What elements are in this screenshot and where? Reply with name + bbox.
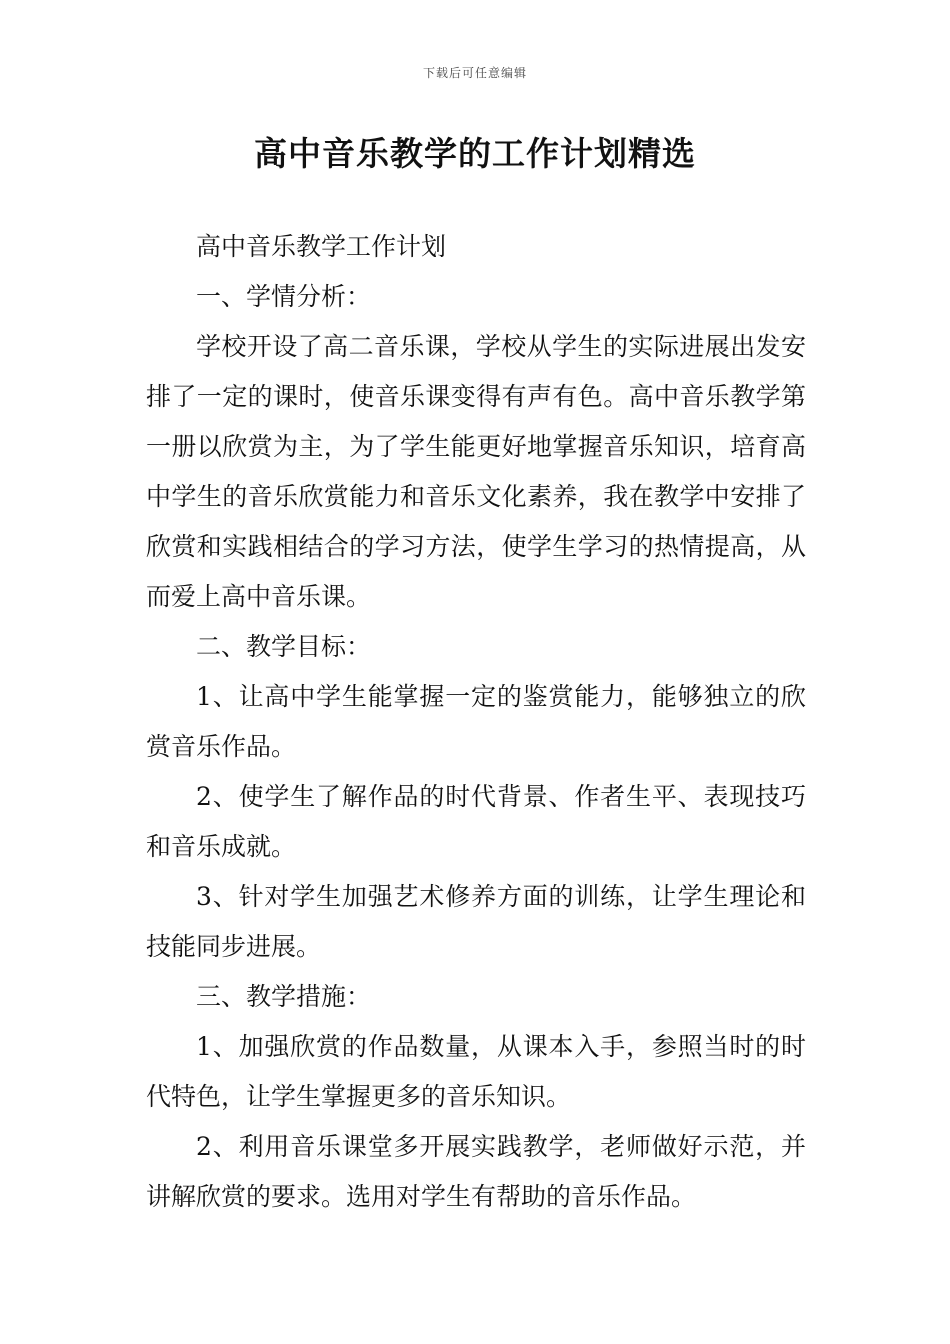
section-heading-goals: 二、教学目标：	[196, 632, 372, 661]
section-heading-analysis: 一、学情分析：	[196, 282, 372, 311]
document-title: 高中音乐教学的工作计划精选	[254, 134, 696, 173]
document-body	[146, 222, 806, 1222]
header-note: 下载后可任意编辑	[422, 66, 527, 80]
section-heading-measures: 三、教学措施：	[196, 982, 372, 1011]
measure-item-2: 2、利用音乐课堂多开展实践教学，老师做好示范，并讲解欣赏的要求。选用对学生有帮助的音乐作品。	[146, 1132, 806, 1211]
goal-item-3: 3、针对学生加强艺术修养方面的训练，让学生理论和技能同步进展。	[146, 882, 806, 961]
measure-item-1: 1、加强欣赏的作品数量，从课本入手，参照当时的时代特色，让学生掌握更多的音乐知识。	[146, 1032, 806, 1111]
goal-item-1: 1、让高中学生能掌握一定的鉴赏能力，能够独立的欣赏音乐作品。	[146, 682, 806, 761]
plan-heading: 高中音乐教学工作计划	[196, 232, 447, 261]
goal-item-2: 2、使学生了解作品的时代背景、作者生平、表现技巧和音乐成就。	[146, 782, 806, 861]
analysis-paragraph: 学校开设了高二音乐课，学校从学生的实际进展出发安排了一定的课时，使音乐课变得有声有色。高中音乐教学第一册以欣赏为主，为了学生能更好地掌握音乐知识，培育高中学生的音乐欣赏能力和音乐文化素养，我在教学中安排了欣赏和实践相结合的学习方法，使学生学习的热情提高，从而爱上高中音乐课。	[146, 332, 806, 611]
